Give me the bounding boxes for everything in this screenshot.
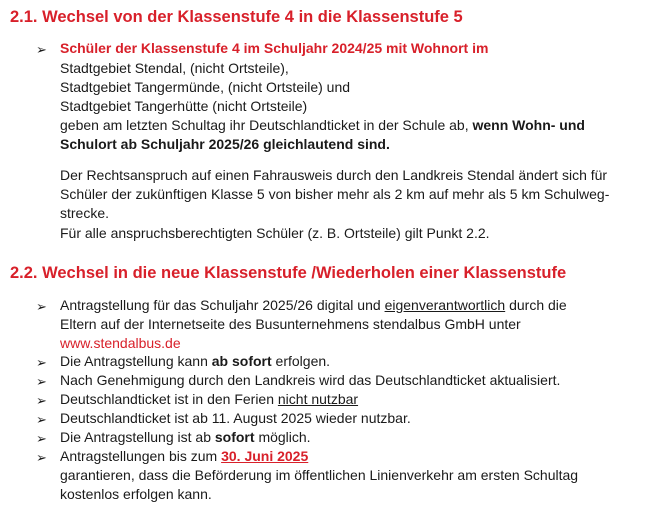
b4-pre: Deutschlandticket ist in den Ferien [60, 391, 274, 407]
b6-post: möglich. [258, 429, 311, 445]
s22-bullet-3: Nach Genehmigung durch den Landkreis wird das Deutschlandticket aktualisiert. [60, 372, 561, 388]
s22-bullet-2 [60, 353, 330, 369]
b2-post: erfolgen. [275, 353, 331, 369]
s21-para-line: Für alle anspruchsberechtigten Schüler (z. B. Ortsteile) gilt Punkt 2.2. [60, 225, 490, 241]
bullet-arrow-icon: ➢ [36, 412, 47, 427]
s21-ticket-line [60, 117, 585, 133]
s22-bullet-4 [60, 391, 358, 407]
b6-pre: Die Antragstellung ist ab [60, 429, 211, 445]
bullet-arrow-icon: ➢ [36, 431, 47, 446]
s21-ticket-pre: geben am letzten Schultag ihr Deutschlandticket in der Schule ab, [60, 117, 469, 133]
b7-pre: Antragstellungen bis zum [60, 448, 218, 464]
b2-bold: ab sofort [211, 353, 272, 369]
section-2-1-heading: 2.1. Wechsel von der Klassenstufe 4 in die Klassenstufe 5 [10, 8, 463, 26]
s21-bullet-head: Schüler der Klassenstufe 4 im Schuljahr 2024/25 mit Wohnort im [60, 40, 489, 56]
b6-bold: sofort [214, 429, 255, 445]
s22-bullet-6 [60, 429, 311, 445]
s22-bullet-7-line-3: kostenlos erfolgen kann. [60, 486, 212, 502]
s21-line: Stadtgebiet Tangerhütte (nicht Ortsteile) [60, 98, 308, 114]
b7-date: 30. Juni 2025 [221, 448, 309, 464]
bullet-arrow-icon: ➢ [36, 450, 47, 465]
s22-bullet-1-line-2: Eltern auf der Internetseite des Busunternehmens stendalbus GmbH unter [60, 316, 521, 332]
s21-para-line: Der Rechtsanspruch auf einen Fahrausweis durch den Landkreis Stendal ändert sich für [60, 167, 608, 183]
bullet-arrow-icon: ➢ [36, 42, 47, 57]
b1-post: durch die [509, 297, 567, 313]
s21-para-line: Schüler der zukünftigen Klasse 5 von bisher mehr als 2 km auf mehr als 5 km Schulweg- [60, 186, 610, 202]
b1-underline: eigenverantwortlich [384, 297, 506, 313]
b1-pre: Antragstellung für das Schuljahr 2025/26 digital und [60, 297, 381, 313]
section-2-2-heading: 2.2. Wechsel in die neue Klassenstufe /Wiederholen einer Klassenstufe [10, 264, 567, 282]
s21-line: Stadtgebiet Tangermünde, (nicht Ortsteile) und [60, 79, 351, 95]
s21-para-line: strecke. [60, 205, 110, 221]
bullet-arrow-icon: ➢ [36, 393, 47, 408]
s22-bullet-1 [60, 297, 567, 313]
b2-pre: Die Antragstellung kann [60, 353, 208, 369]
s21-ticket-bold-2: Schulort ab Schuljahr 2025/26 gleichlautend sind. [60, 136, 390, 152]
s22-bullet-7 [60, 448, 308, 464]
s22-bullet-5: Deutschlandticket ist ab 11. August 2025 wieder nutzbar. [60, 410, 411, 426]
s22-bullet-7-line-2: garantieren, dass die Beförderung im öffentlichen Linienverkehr am ersten Schultag [60, 467, 579, 483]
b4-underline: nicht nutzbar [277, 391, 359, 407]
bullet-arrow-icon: ➢ [36, 355, 47, 370]
bullet-arrow-icon: ➢ [36, 299, 47, 314]
bullet-arrow-icon: ➢ [36, 374, 47, 389]
s21-ticket-bold: wenn Wohn- und [472, 117, 585, 133]
s21-line: Stadtgebiet Stendal, (nicht Ortsteile), [60, 60, 289, 76]
stendalbus-link[interactable]: www.stendalbus.de [60, 335, 181, 351]
